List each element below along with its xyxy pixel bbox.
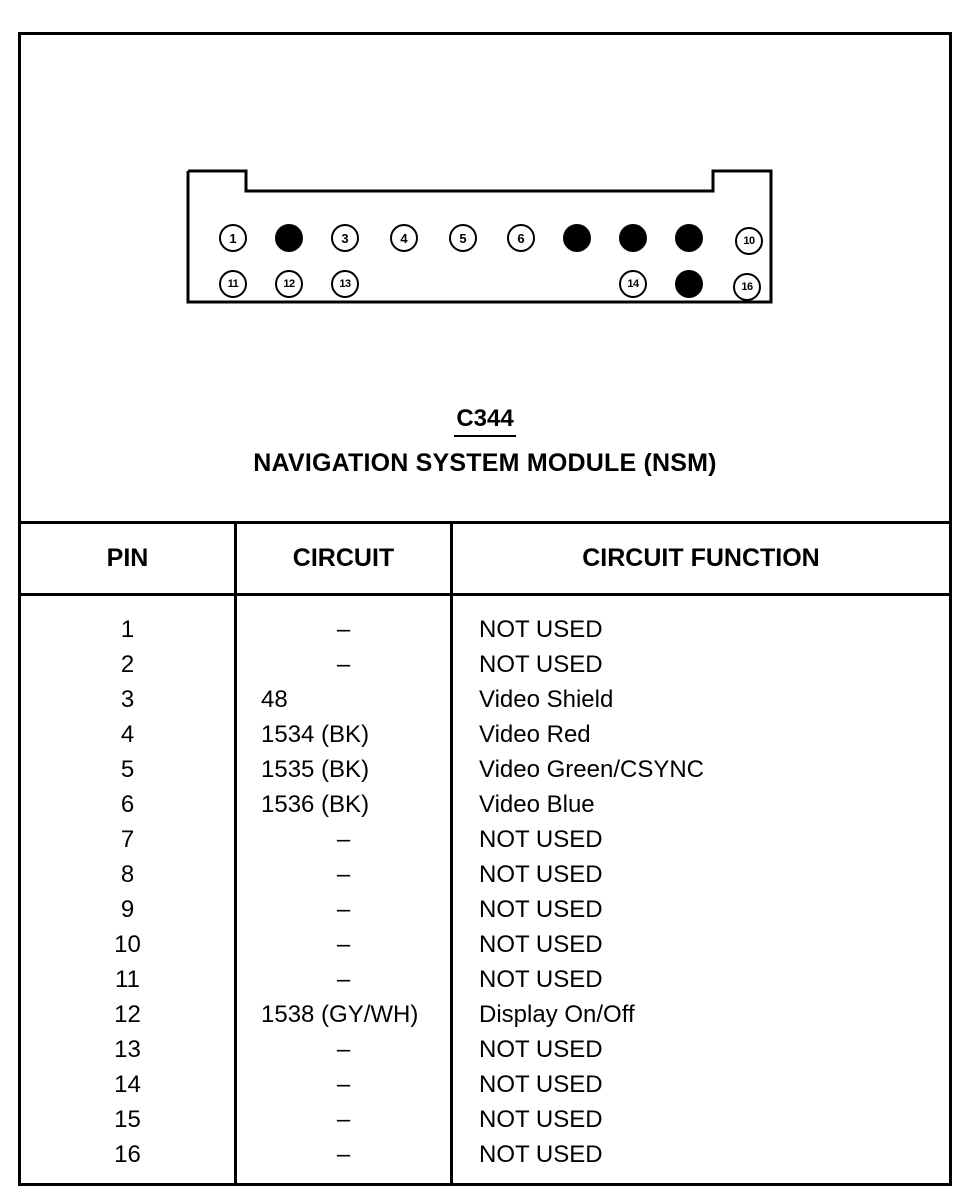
connector-pin-2: 2 [275, 224, 303, 252]
circuit-value: – [336, 826, 351, 853]
circuit-function: NOT USED [479, 861, 603, 888]
pin-number: 10 [114, 931, 141, 958]
table-row [21, 1032, 949, 1067]
circuit-function: NOT USED [479, 1106, 603, 1133]
header-circuit: CIRCUIT [292, 544, 395, 572]
table-row [21, 787, 949, 822]
table-row [21, 857, 949, 892]
circuit-function: NOT USED [479, 651, 603, 678]
circuit-function: Video Green/CSYNC [479, 756, 704, 783]
connector-pin-1: 1 [219, 224, 247, 252]
circuit-function: Video Blue [479, 791, 595, 818]
pin-table [21, 521, 949, 1183]
circuit-function: NOT USED [479, 931, 603, 958]
table-row [21, 822, 949, 857]
circuit-function: Video Red [479, 721, 591, 748]
table-row [21, 612, 949, 647]
table-row [21, 1067, 949, 1102]
pin-number: 9 [120, 896, 135, 923]
connector-pin-10: 10 [735, 227, 763, 255]
table-row [21, 997, 949, 1032]
connector-pin-9: 9 [675, 224, 703, 252]
circuit-value: – [336, 896, 351, 923]
circuit-value: – [336, 1141, 351, 1168]
connector-pin-13: 13 [331, 270, 359, 298]
circuit-value: 1538 (GY/WH) [261, 1001, 419, 1028]
pin-number: 5 [120, 756, 135, 783]
connector-id [21, 405, 949, 437]
circuit-function: NOT USED [479, 1071, 603, 1098]
connector-pin-4: 4 [390, 224, 418, 252]
circuit-value: 1534 (BK) [261, 721, 370, 748]
pin-number: 3 [120, 686, 135, 713]
connector-diagram-area [21, 35, 949, 521]
table-row [21, 682, 949, 717]
connector-pin-16: 16 [733, 273, 761, 301]
circuit-value: – [336, 966, 351, 993]
header-circuit-function: CIRCUIT FUNCTION [582, 544, 820, 572]
pin-number: 16 [114, 1141, 141, 1168]
circuit-function: NOT USED [479, 616, 603, 643]
connector-pin-3: 3 [331, 224, 359, 252]
pin-number: 15 [114, 1106, 141, 1133]
connector-pin-5: 5 [449, 224, 477, 252]
circuit-function: NOT USED [479, 896, 603, 923]
circuit-function: NOT USED [479, 826, 603, 853]
table-body [21, 612, 949, 1172]
circuit-value: 48 [261, 686, 288, 713]
pin-number: 6 [120, 791, 135, 818]
header-divider [21, 593, 949, 596]
circuit-value: 1536 (BK) [261, 791, 370, 818]
connector-id-text: C344 [454, 405, 515, 437]
table-row [21, 647, 949, 682]
circuit-value: 1535 (BK) [261, 756, 370, 783]
pinout-frame [18, 32, 952, 1186]
table-row [21, 892, 949, 927]
circuit-function: Video Shield [479, 686, 614, 713]
connector-pin-6: 6 [507, 224, 535, 252]
pin-number: 12 [114, 1001, 141, 1028]
connector-pin-14: 14 [619, 270, 647, 298]
circuit-value: – [336, 616, 351, 643]
circuit-value: – [336, 651, 351, 678]
connector-pin-7: 7 [563, 224, 591, 252]
circuit-value: – [336, 1036, 351, 1063]
circuit-function: NOT USED [479, 1036, 603, 1063]
circuit-value: – [336, 861, 351, 888]
circuit-function: NOT USED [479, 1141, 603, 1168]
circuit-value: – [336, 931, 351, 958]
pin-number: 14 [114, 1071, 141, 1098]
circuit-function: Display On/Off [479, 1001, 635, 1028]
header-pin: PIN [106, 544, 149, 572]
circuit-function: NOT USED [479, 966, 603, 993]
pin-number: 7 [120, 826, 135, 853]
table-row [21, 1102, 949, 1137]
connector-name: NAVIGATION SYSTEM MODULE (NSM) [253, 449, 717, 477]
pin-number: 2 [120, 651, 135, 678]
table-row [21, 717, 949, 752]
pin-number: 1 [120, 616, 135, 643]
connector-pin-15: 15 [675, 270, 703, 298]
table-row [21, 927, 949, 962]
table-row [21, 1137, 949, 1172]
pin-number: 13 [114, 1036, 141, 1063]
pin-number: 11 [115, 966, 140, 993]
table-row [21, 962, 949, 997]
connector-pin-11: 11 [219, 270, 247, 298]
pin-number: 8 [120, 861, 135, 888]
table-row [21, 752, 949, 787]
circuit-value: – [336, 1106, 351, 1133]
connector-pin-8: 8 [619, 224, 647, 252]
connector-pin-12: 12 [275, 270, 303, 298]
circuit-value: – [336, 1071, 351, 1098]
pin-number: 4 [120, 721, 135, 748]
